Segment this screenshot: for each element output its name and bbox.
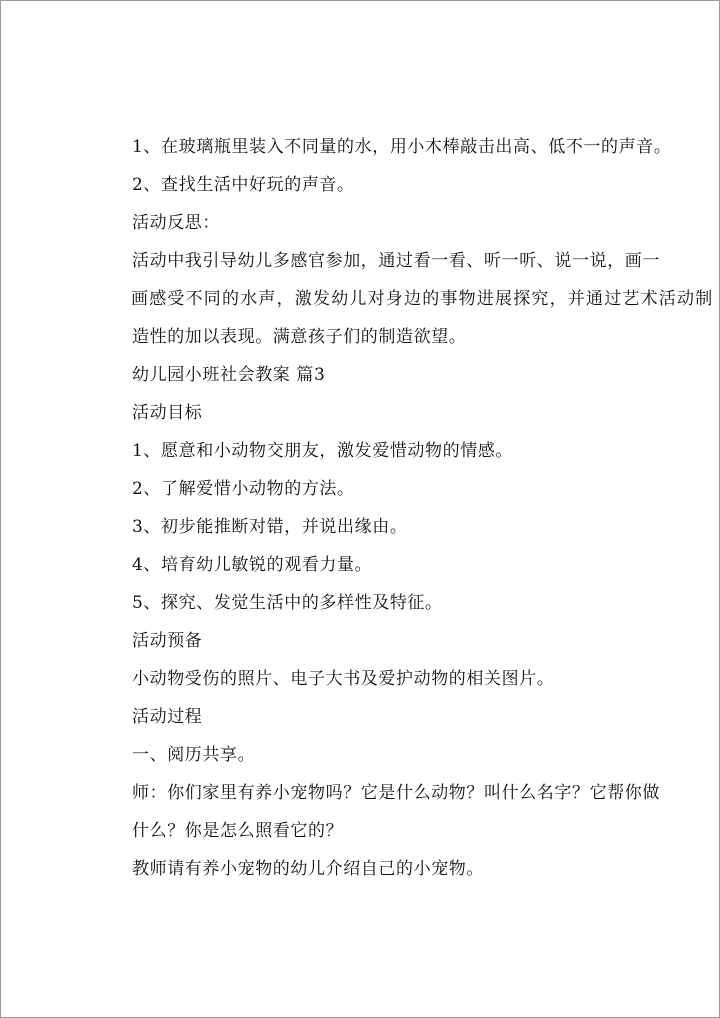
section-heading: 活动过程 xyxy=(132,707,203,727)
list-item: 2、了解爱惜小动物的方法。 xyxy=(132,479,355,499)
section-heading: 活动预备 xyxy=(132,631,203,651)
list-item: 3、初步能推断对错，并说出缘由。 xyxy=(132,517,408,537)
list-item: 1、愿意和小动物交朋友，激发爱惜动物的情感。 xyxy=(132,441,514,461)
section-heading: 活动反思： xyxy=(132,213,220,233)
section-heading: 活动目标 xyxy=(132,403,203,423)
document-body xyxy=(1,1,719,1017)
list-item: 5、探究、发觉生活中的多样性及特征。 xyxy=(132,593,443,613)
text-line: 1、在玻璃瓶里装入不同量的水，用小木棒敲击出高、低不一的声音。 xyxy=(132,137,672,157)
text-line: 造性的加以表现。满意孩子们的制造欲望。 xyxy=(132,327,467,347)
text-line: 2、查找生活中好玩的声音。 xyxy=(132,175,355,195)
lesson-title: 幼儿园小班社会教案 篇3 xyxy=(132,365,326,385)
text-line: 小动物受伤的照片、电子大书及爱护动物的相关图片。 xyxy=(132,669,555,689)
text-line: 教师请有养小宠物的幼儿介绍自己的小宠物。 xyxy=(132,859,484,879)
text-line: 什么？你是怎么照看它的？ xyxy=(132,821,344,841)
text-line: 师：你们家里有养小宠物吗？它是什么动物？叫什么名字？它帮你做 xyxy=(132,783,660,803)
text-line: 画感受不同的水声，激发幼儿对身边的事物进展探究，并通过艺术活动制 xyxy=(131,289,714,309)
text-line: 一、阅历共享。 xyxy=(132,745,256,765)
list-item: 4、培育幼儿敏锐的观看力量。 xyxy=(132,555,373,575)
text-line: 活动中我引导幼儿多感官参加，通过看一看、听一听、说一说，画一 xyxy=(132,251,660,271)
